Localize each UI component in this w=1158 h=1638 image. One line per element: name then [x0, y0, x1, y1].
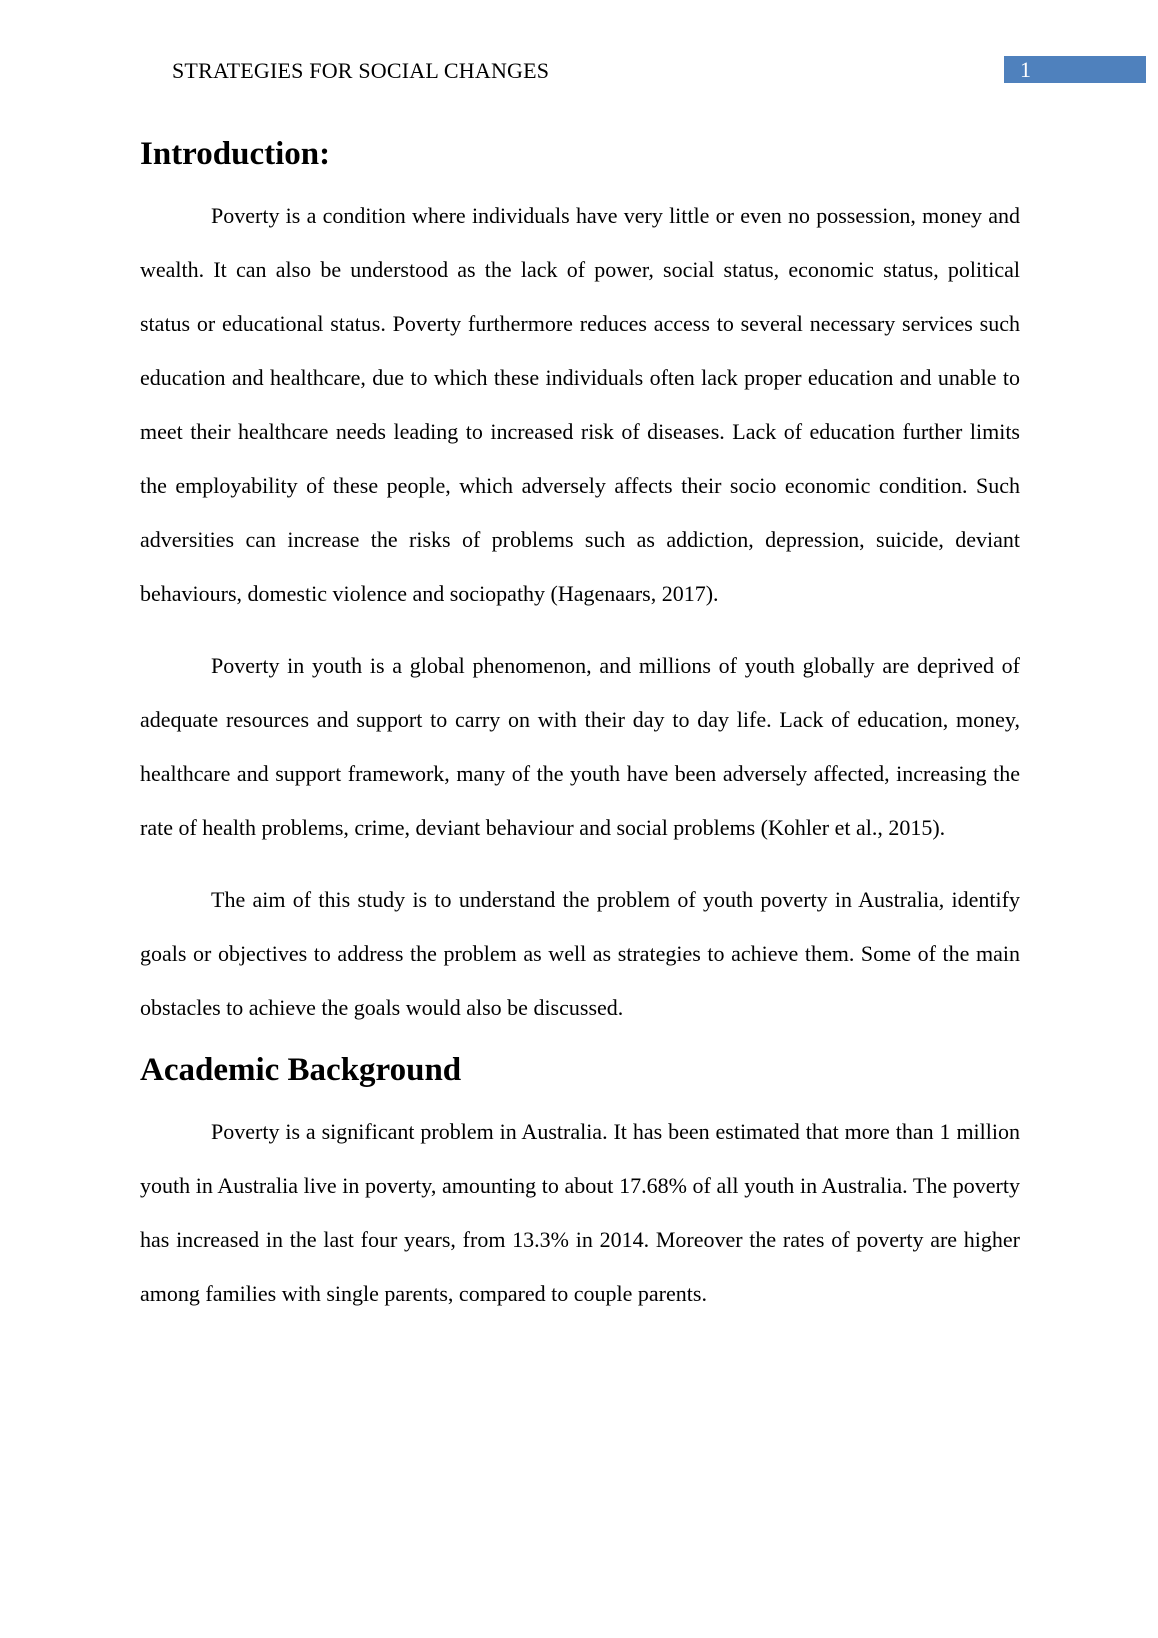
page-number: 1	[1004, 56, 1146, 83]
section-heading-introduction: Introduction:	[140, 136, 331, 172]
paragraph: The aim of this study is to understand the problem of youth poverty in Australia, identify goals or objectives to address the problem as well as strategies to achieve them. Some of the main obstacles to achieve the goals would also be discussed.	[140, 887, 1020, 1020]
paragraph: Poverty in youth is a global phenomenon, and millions of youth globally are deprived of adequate resources and support to carry on with their day to day life. Lack of education, money, healthcare and support framework, many of the youth have been adversely affected, increasing the rate of health problems, crime, deviant behaviour and social problems (Kohler et al., 2015).	[140, 653, 1020, 840]
paragraph: Poverty is a condition where individuals have very little or even no possession, money and wealth. It can also be understood as the lack of power, social status, economic status, political status or educational status. Poverty furthermore reduces access to several necessary services such education and healthcare, due to which these individuals often lack proper education and unable to meet their healthcare needs leading to increased risk of diseases. Lack of education further limits the employability of these people, which adversely affects their socio economic condition. Such adversities can increase the risks of problems such as addiction, depression, suicide, deviant behaviours, domestic violence and sociopathy (Hagenaars, 2017).	[140, 203, 1020, 606]
paragraph: Poverty is a significant problem in Australia. It has been estimated that more than 1 million youth in Australia live in poverty, amounting to about 17.68% of all youth in Australia. The poverty has increased in the last four years, from 13.3% in 2014. Moreover the rates of poverty are higher among families with single parents, compared to couple parents.	[140, 1119, 1020, 1306]
document-body	[140, 135, 1020, 1321]
running-head-title: STRATEGIES FOR SOCIAL CHANGES	[172, 58, 550, 83]
section-heading-academic-background: Academic Background	[140, 1052, 462, 1088]
